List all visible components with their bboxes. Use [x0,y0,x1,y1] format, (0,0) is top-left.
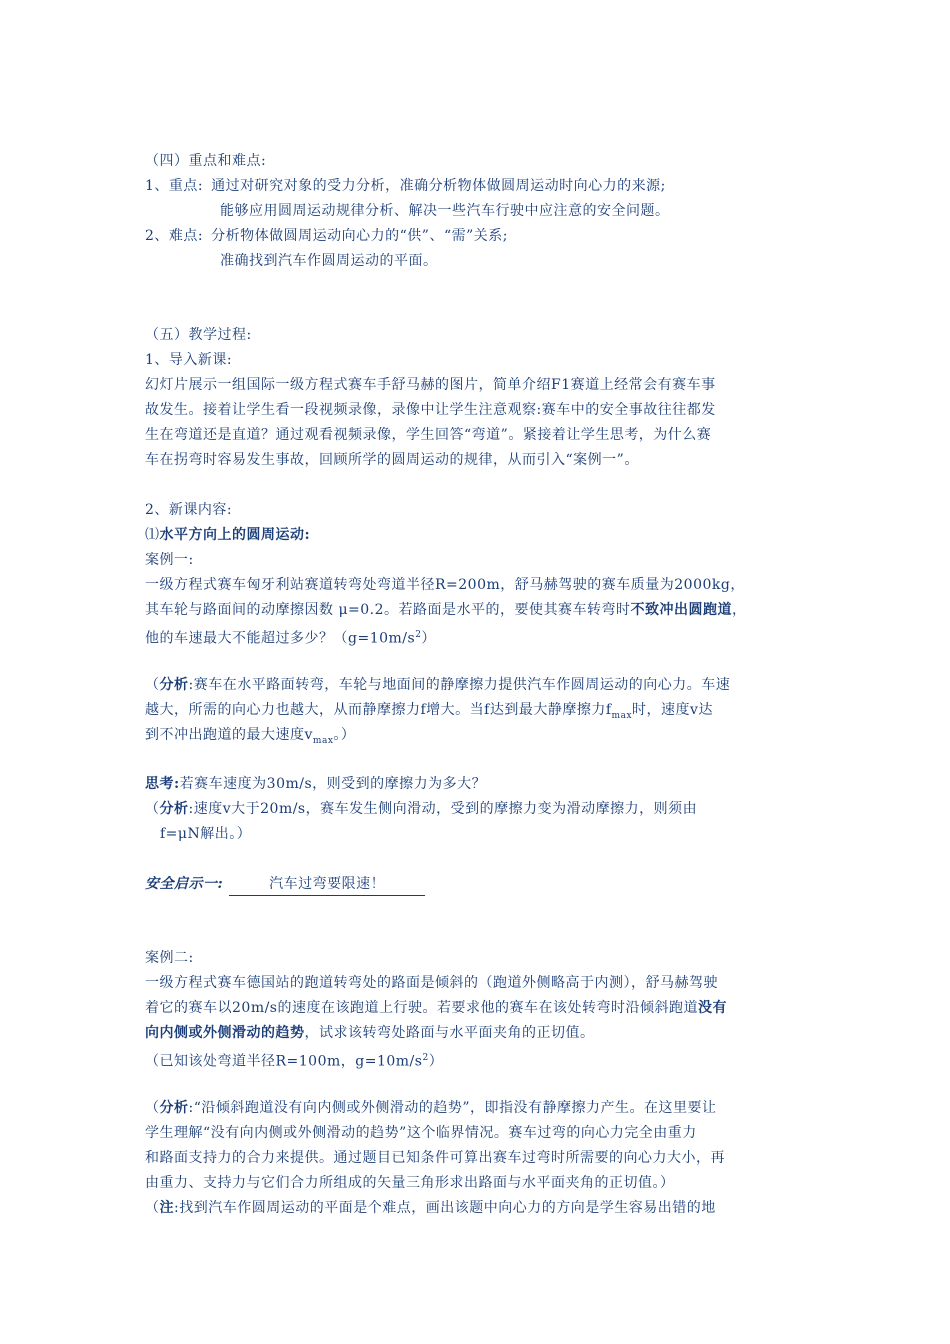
case-2-line-4-end: ） [428,1053,444,1070]
case-1-line-3-end: ） [421,630,436,647]
case-1-analysis-text: 。） [333,727,356,743]
case-2-line-2-text: 着它的赛车以20m/s的速度在该跑道上行驶。若要求他的赛车在该处转弯时沿倾斜跑道 [145,1000,698,1016]
intro-line: 车在拐弯时容易发生事故，回顾所学的圆周运动的规律，从而引入“案例一”。 [145,452,639,468]
case-1-analysis-paren: （ [145,677,160,693]
case-2-emphasis: 向内侧或外侧滑动的趋势 [145,1025,305,1041]
case-2-line-3-text: ，试求该转弯处路面与水平面夹角的正切值。 [304,1025,595,1041]
case-1-analysis-text: 越大，所需的向心力也越大，从而静摩擦力f增大。当f达到最大静摩擦力f [145,702,612,718]
case-1-analysis-label: 分析 [159,677,189,693]
case-1-line-2 [145,600,747,620]
section-5-heading: （五）教学过程: [145,327,252,343]
case-1-title: 案例一: [145,552,194,568]
case-1-fmax-subscript: max [611,710,633,721]
case-2-line-1: 一级方程式赛车德国站的跑道转弯处的路面是倾斜的（跑道外侧略高于内测），舒马赫驾驶 [145,975,718,991]
case-1-line-3-text: 他的车速最大不能超过多少？（g=10m/s [145,630,416,647]
case-1-line-3 [145,625,436,649]
case-1-vmax-subscript: max [312,735,334,746]
think-text: 若赛车速度为30m/s，则受到的摩擦力为多大？ [179,776,487,792]
case-1-analysis-text: 时，速度v达 [632,702,713,718]
case-2-note-text: :找到汽车作圆周运动的平面是个难点，画出该题中向心力的方向是学生容易出错的地 [174,1200,716,1216]
think-analysis-1 [145,799,697,819]
safety-tip-label: 安全启示一: [145,876,224,892]
think-analysis-label: 分析 [159,801,189,817]
case-1-analysis-text: :赛车在水平路面转弯，车轮与地面间的静摩擦力提供汽车作圆周运动的向心力。车速 [188,677,731,693]
case-1-analysis-1 [145,675,730,695]
key-point-1-text-2: 能够应用圆周运动规律分析、解决一些汽车行驶中应注意的安全问题。 [220,203,670,219]
case-1-line-2-text: 其车轮与路面间的动摩擦因数 μ=0.2。若路面是水平的，要使其赛车转弯时 [145,602,631,618]
intro-line: 故发生。接着让学生看一段视频录像，录像中让学生注意观察:赛车中的安全事故往往都发 [145,402,716,418]
case-1-analysis-text: 到不冲出跑道的最大速度v [145,727,313,743]
case-2-analysis-4: 由重力、支持力与它们合力所组成的矢量三角形求出路面与水平面夹角的正切值。） [145,1175,675,1191]
intro-title: 1、导入新课: [145,352,233,368]
case-2-analysis-2: 学生理解“没有向内侧或外侧滑动的趋势”这个临界情况。赛车过弯的向心力完全由重力 [145,1125,697,1141]
case-1-analysis-2 [145,700,713,726]
new-content-title: 2、新课内容: [145,502,233,518]
case-2-emphasis: 没有 [698,1000,727,1016]
case-2-note-label: 注 [159,1200,174,1216]
case-2-line-3 [145,1023,595,1043]
think-label: 思考: [145,776,180,792]
case-1-line-1: 一级方程式赛车匈牙利站赛道转弯处弯道半径R=200m，舒马赫驾驶的赛车质量为2000kg， [145,577,745,593]
case-1-line-2-end: ， [732,602,747,618]
case-2-exponent: 2 [422,1053,429,1063]
case-2-note-paren: （ [145,1200,160,1216]
think-analysis-text: :速度v大于20m/s，赛车发生侧向滑动，受到的摩擦力变为滑动摩擦力，则须由 [188,801,698,817]
key-point-2-label: 2、难点: [145,228,204,244]
case-2-title: 案例二: [145,950,194,966]
case-2-analysis-text: :“沿倾斜跑道没有向内侧或外侧滑动的趋势”，即指没有静摩擦力产生。在这里要让 [188,1100,717,1116]
key-point-2-text-2: 准确找到汽车作圆周运动的平面。 [220,253,438,269]
safety-tip-answer: 汽车过弯要限速！ [229,874,425,896]
case-2-line-2 [145,998,727,1018]
case-2-analysis-3: 和路面支持力的合力来提供。通过题目已知条件可算出赛车过弯时所需要的向心力大小，再 [145,1150,725,1166]
case-1-emphasis: 不致冲出圆跑道 [630,602,733,618]
think-question [145,774,486,794]
key-point-2 [145,226,508,246]
subsection-1-title [145,525,310,545]
case-1-exponent: 2 [415,630,422,640]
case-2-line-4-text: （已知该处弯道半径R=100m，g=10m/s [145,1053,423,1070]
key-point-1-text: 通过对研究对象的受力分析，准确分析物体做圆周运动时向心力的来源; [211,178,666,194]
think-analysis-paren: （ [145,801,160,817]
key-point-2-text: 分析物体做圆周运动向心力的“供”、“需”关系; [211,228,508,244]
key-point-1-label: 1、重点: [145,178,204,194]
subsection-1-text: 水平方向上的圆周运动: [159,527,311,543]
section-4-heading: （四）重点和难点: [145,153,267,169]
case-1-analysis-3 [145,725,355,751]
case-2-analysis-paren: （ [145,1100,160,1116]
case-2-analysis-label: 分析 [159,1100,189,1116]
key-point-1 [145,176,666,196]
subsection-1-number: ⑴ [145,527,160,543]
safety-tip-1 [145,874,425,896]
case-2-analysis-1 [145,1098,717,1118]
intro-line: 幻灯片展示一组国际一级方程式赛车手舒马赫的图片，简单介绍F1赛道上经常会有赛车事 [145,377,716,393]
think-analysis-2: f=μN解出。） [160,826,252,842]
case-2-note [145,1198,716,1218]
intro-line: 生在弯道还是直道？通过观看视频录像，学生回答“弯道”。紧接着让学生思考，为什么赛 [145,427,712,443]
case-2-line-4 [145,1048,443,1072]
